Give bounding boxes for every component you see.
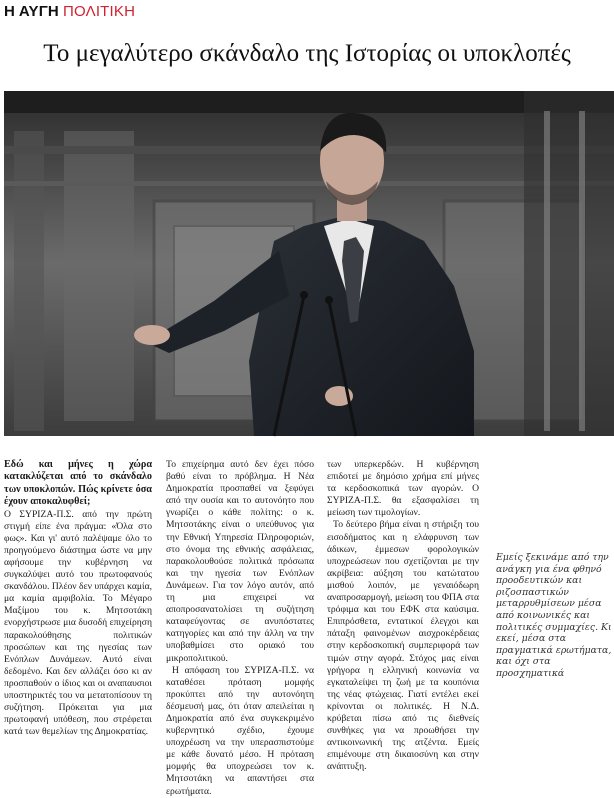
paragraph: Το δεύτερο βήμα είναι η στήριξη του εισοδήματος και η ελάφρυνση των άδικων, έμμεσων φορολογικών υποχρεώσεων που σχετίζονται με την ακρίβεια: αύξηση του κατώτατου μισθού λοιπόν, με γεναιόδωρη αναπροσαρμογή, μείωση του ΦΠΑ στα τρόφιμα και του ΕΦΚ στα καύσιμα. Επιπρόσθετα, εντατικοί έλεγχοι και πάταξη φαινομένων αισχροκέρδειας στην κερδοσκοπική συμπεριφορά των τιμών στην αγορά. Στόχος μας είναι γρήγορα η ελληνική κοινωνία να εγκαταλείψει τη ζωή με τα κουπόνια της νέας φτώχειας. Γιατί εντέλει εκεί κρίνονται οι πολιτικές. Η Ν.Δ. κρύβεται πίσω από τις διεθνείς συνθήκες για να προωθήσει την αντικοινωνική της ατζέντα. Εμείς επιμένουμε στη δικαιοσύνη και στην ανάπτυξη. [327, 519, 479, 773]
section-label: ΠΟΛΙΤΙΚΗ [62, 3, 136, 20]
article-column-3 [327, 459, 479, 773]
paragraph: Η απόφαση του ΣΥΡΙΖΑ-Π.Σ. να καταθέσει πρόταση μομφής προκύπτει από την αυτονόητη δέσμευσή μας, ότι όταν απειλείται η Δημοκρατία από ένα συγκεκριμένο κυβερνητικό σχέδιο, έχουμε υποχρέωση να την υπερασπιστούμε με κάθε δυνατό μέσο. Η πρόταση μομφής θα υποχρεώσει τον κ. Μητσοτάκη να απαντήσει στα ερωτήματα. [166, 664, 314, 797]
interview-question: Εδώ και μήνες η χώρα κατακλύζεται από το σκάνδαλο των υποκλοπών. Πώς κρίνετε όσα έχουν αποκαλυφθεί; [4, 459, 152, 508]
newspaper-name: Η ΑΥΓΗ [4, 3, 59, 20]
pull-quote: Εμείς ξεκινάμε από την ανάγκη για ένα φθηνό προοδευτικών και ριζοσπαστικών μεταρρυθμίσεων μέσα από κοινωνικές και πολιτικές συμμαχίες. Κι εκεί, μέσα στα πραγματικά ερωτήματα, και όχι στα προσχηματικά [496, 552, 612, 679]
paragraph: Ο ΣΥΡΙΖΑ-Π.Σ. από την πρώτη στιγμή είπε ένα πράγμα: «Όλα στο φως». Και γι' αυτό παλέψαμε όλο το προηγούμενο διάστημα ώστε να μην αφήσουμε την κυβέρνηση να συγκαλύψει αυτό του πρωτοφανούς σκανδάλου. Πλέον δεν υπάρχει καμία, μα καμία αμφιβολία. Το Μέγαρο Μαξίμου του κ. Μητσοτάκη ενορχήστρωσε μια δυσοδή επιχείρηση παρακολούθησης πολιτικών προσώπων και της ηγεσίας των Ενόπλων Δυνάμεων. Αυτό είναι δεδομένο. Και δεν αλλάζει όσο κι αν προσπαθούν ο ίδιος και οι αναπαυσιοι υποστηρικτές του να μετατοπίσουν τη συζήτηση. Πρόκειται για μια πρωτοφανή υπόθεση, που στρέφεται κατά των θεμελίων της Δημοκρατίας. [4, 508, 152, 738]
article-photo [4, 91, 614, 436]
paragraph: Το επιχείρημα αυτό δεν έχει πόσο βαθύ είναι το πρόβλημα. Η Νέα Δημοκρατία προσπαθεί να ξεφύγει από την ουσία και το αυτονόητο που γνωρίζει ο κάθε πολίτης: ο κ. Μητσοτάκης είναι ο υπεύθυνος για την Εθνική Υπηρεσία Πληροφοριών, στο όνομα της εθνικής ασφάλειας, παρακολουθούσε πολιτικά πρόσωπα και την ηγεσία των Ενόπλων Δυνάμεων. Για τον λόγο αυτόν, από τη μια επιχειρεί να αποπροσανατολίσει τη συζήτηση καταφεύγοντας σε ανυπόστατες κατηγορίες και από την άλλη να την υποβαθμίσει στο οριακό του μικροπολιτικού. [166, 459, 314, 664]
paragraph: των υπερκερδών. Η κυβέρνηση επιδοτεί με δημόσιο χρήμα επί μήνες τα κερδοσκοπικά των αγορών. Ο ΣΥΡΙΖΑ-Π.Σ. θα εξασφαλίσει τη μείωση των τιμολογίων. [327, 459, 479, 519]
article-headline: Το μεγαλύτερο σκάνδαλο της Ιστορίας οι υποκλοπές [43, 40, 571, 67]
masthead [4, 3, 135, 23]
article-column-2 [166, 459, 314, 797]
speaker-illustration [4, 91, 614, 436]
article-column-1 [4, 459, 152, 738]
